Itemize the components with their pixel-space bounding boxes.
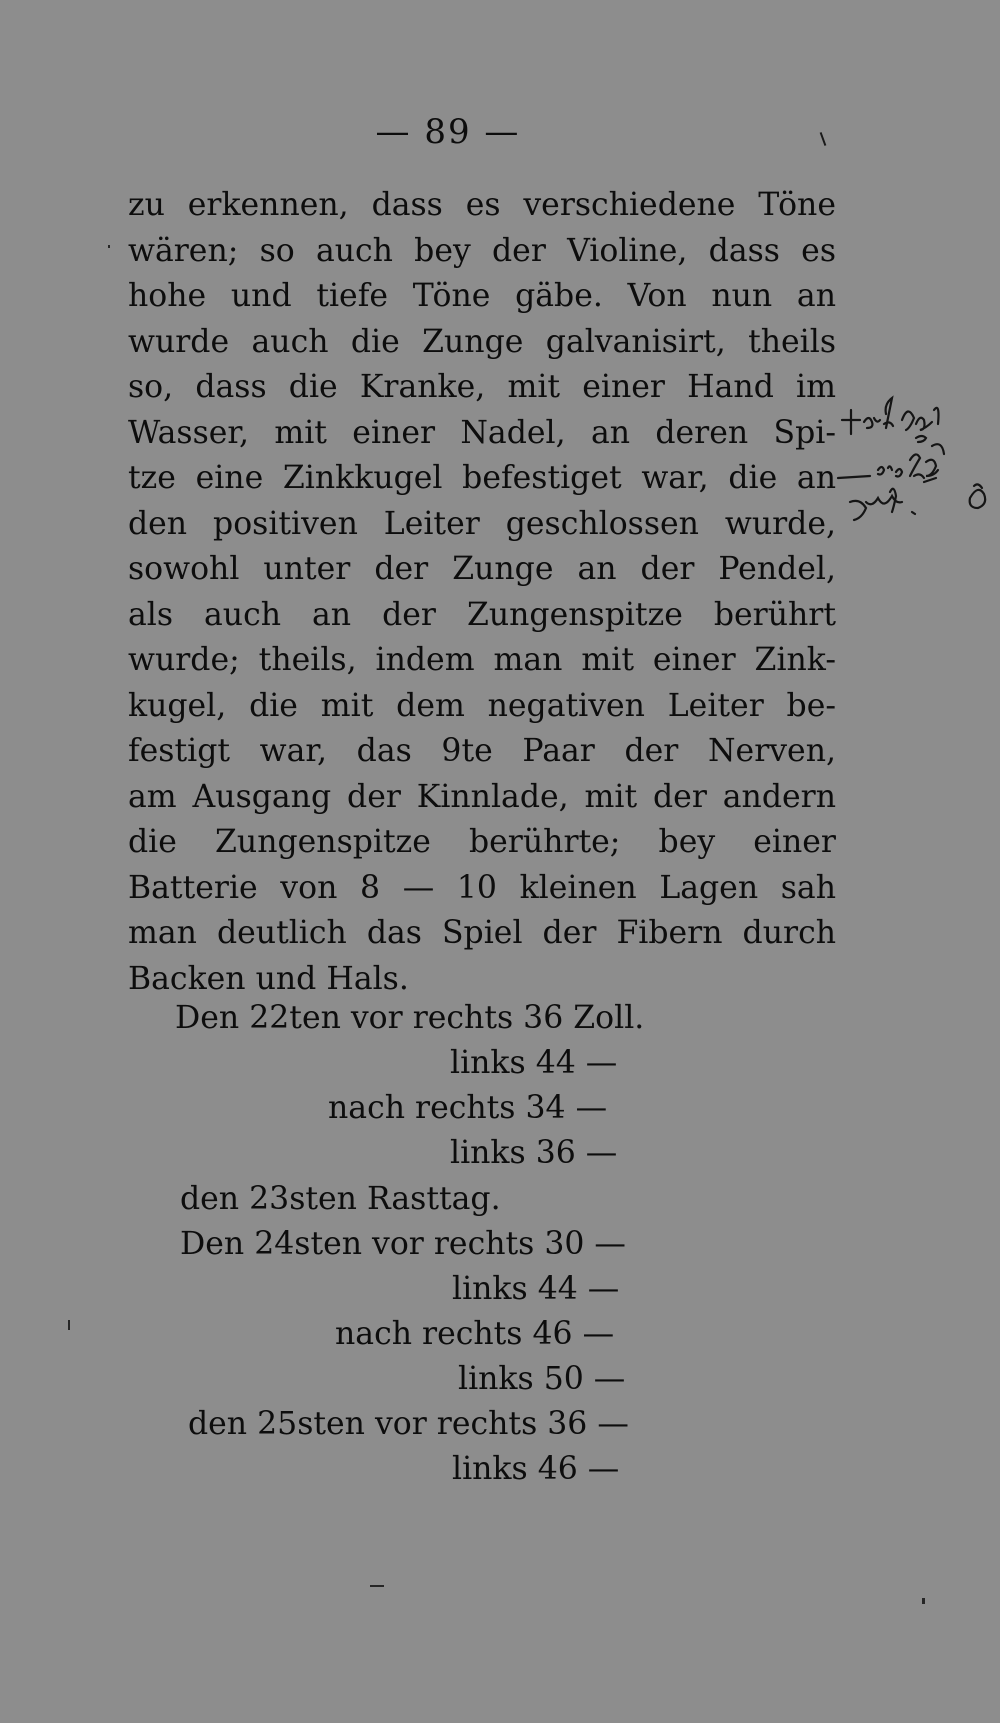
entry-line: links 44 — [452, 1271, 620, 1307]
text-line: zu erkennen, dass es verschiedene Töne [128, 187, 836, 223]
text-line: tze eine Zinkkugel befestiget war, die an [128, 460, 836, 496]
entry-line: links 36 — [450, 1135, 618, 1171]
body-paragraph [128, 183, 836, 1002]
text-line: Wasser, mit einer Nadel, an deren Spi- [128, 414, 836, 451]
handwritten-annotation [830, 390, 1000, 540]
entry-line: nach rechts 34 — [328, 1090, 608, 1126]
page-speck [108, 245, 110, 248]
entry-line: nach rechts 46 — [335, 1316, 615, 1352]
text-line: sowohl unter der Zunge an der Pendel, [128, 551, 836, 587]
text-line: man deutlich das Spiel der Fibern durch [128, 915, 836, 951]
text-line: als auch an der Zungenspitze berührt [128, 596, 836, 633]
text-line: Batterie von 8 — 10 kleinen Lagen sah [128, 869, 836, 906]
entry-line: links 46 — [452, 1451, 620, 1487]
text-line: wurde auch die Zunge galvanisirt, theils [128, 323, 836, 360]
entry-line: den 23sten Rasttag. [180, 1181, 501, 1217]
page-speck [370, 1585, 384, 1587]
entry-line: links 44 — [450, 1045, 618, 1081]
entry-line: Den 22ten vor rechts 36 Zoll. [175, 1000, 645, 1036]
text-line: am Ausgang der Kinnlade, mit der andern [128, 778, 836, 815]
page-number: — 89 — [375, 112, 521, 152]
text-line: festigt war, das 9te Paar der Nerven, [128, 733, 836, 769]
text-line: Backen und Hals. [128, 960, 409, 997]
text-line: den positiven Leiter geschlossen wurde, [128, 505, 836, 542]
text-line: wurde; theils, indem man mit einer Zink- [128, 642, 836, 678]
handwriting-drawing [830, 390, 1000, 540]
text-line: wären; so auch bey der Violine, dass es [128, 232, 836, 269]
entry-line: links 50 — [458, 1361, 626, 1397]
page-speck [922, 1598, 925, 1604]
page-speck [68, 1320, 70, 1330]
entry-line: den 25sten vor rechts 36 — [188, 1406, 629, 1442]
entry-line: Den 24sten vor rechts 30 — [180, 1226, 626, 1262]
text-line: hohe und tiefe Töne gäbe. Von nun an [128, 278, 836, 314]
text-line: kugel, die mit dem negativen Leiter be- [128, 687, 836, 724]
text-line: die Zungenspitze berührte; bey einer [128, 824, 836, 860]
text-line: so, dass die Kranke, mit einer Hand im [128, 369, 836, 405]
